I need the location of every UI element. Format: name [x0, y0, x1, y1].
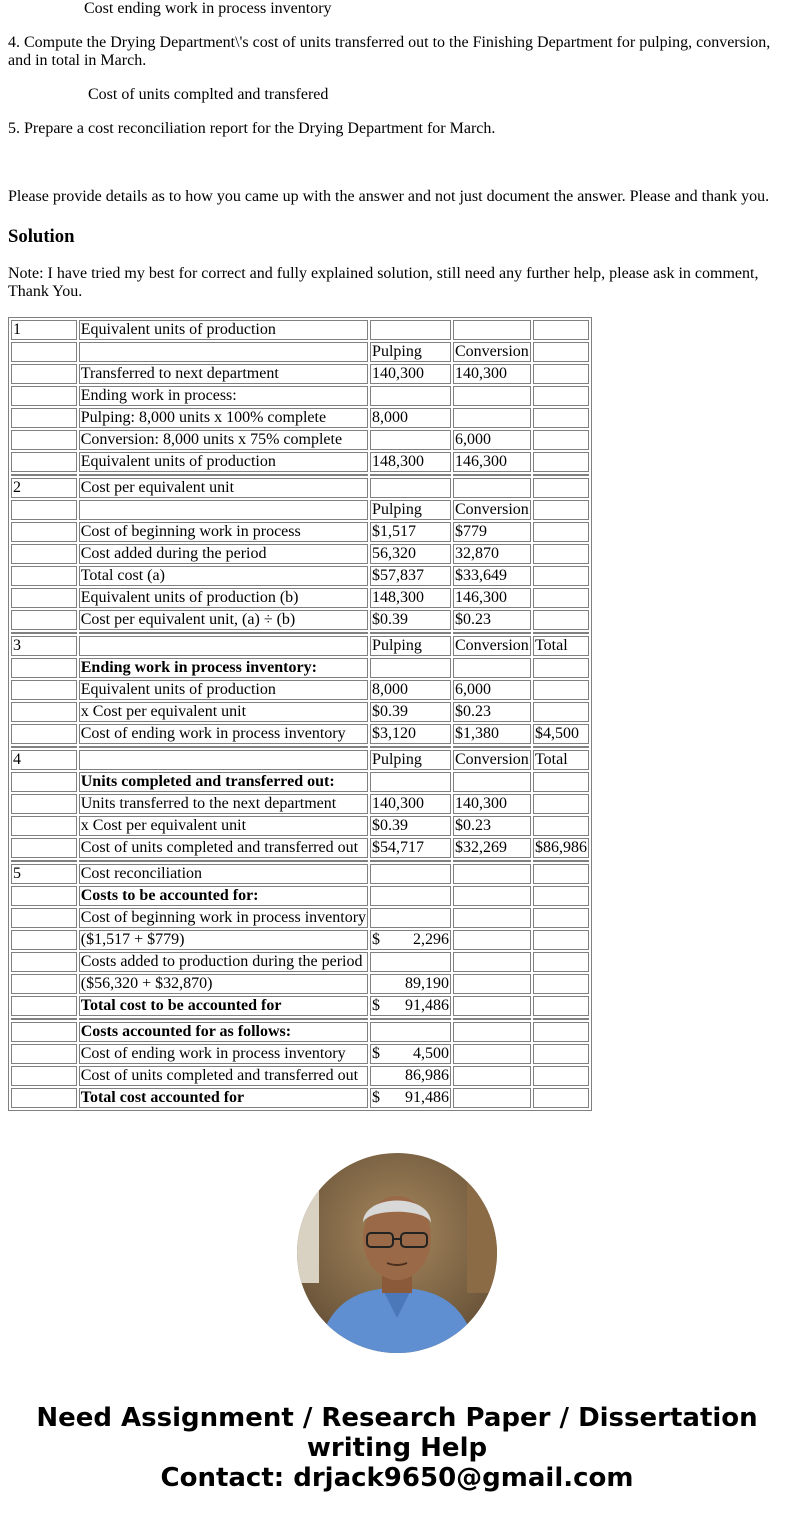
cell-value: 140,300 — [370, 794, 451, 814]
table-row — [11, 816, 589, 836]
cell-value: 146,300 — [453, 452, 531, 472]
table-row — [11, 864, 589, 884]
row-label: Pulping: 8,000 units x 100% complete — [79, 408, 368, 428]
table-row — [11, 1044, 589, 1064]
subsection-title: Costs to be accounted for: — [79, 886, 368, 906]
cell-value: 8,000 — [370, 680, 451, 700]
table-row — [11, 478, 589, 498]
solution-heading: Solution — [8, 226, 75, 247]
currency-symbol: $ — [372, 931, 381, 948]
cell-value: $57,837 — [370, 566, 451, 586]
cell-value — [370, 996, 451, 1016]
column-header-conversion: Conversion — [453, 636, 531, 656]
cell-value: $0.39 — [370, 702, 451, 722]
row-label: Total cost accounted for — [79, 1088, 368, 1108]
table-row — [11, 500, 589, 520]
column-header-pulping: Pulping — [370, 500, 451, 520]
row-label: Cost of units completed and transferred out — [79, 1066, 368, 1086]
cell-value: 146,300 — [453, 588, 531, 608]
cell-value: 8,000 — [370, 408, 451, 428]
column-header-total: Total — [533, 636, 589, 656]
cell-value: 89,190 — [370, 974, 451, 994]
subsection-title: Costs accounted for as follows: — [79, 1022, 368, 1042]
table-row — [11, 794, 589, 814]
table-row — [11, 772, 589, 792]
column-header-conversion: Conversion — [453, 750, 531, 770]
cell-value: $54,717 — [370, 838, 451, 858]
person-photo-icon — [297, 1153, 497, 1353]
row-label: Conversion: 8,000 units x 75% complete — [79, 430, 368, 450]
section-number: 5 — [11, 864, 77, 884]
table-row — [11, 952, 589, 972]
table-row — [11, 320, 589, 340]
cell-value — [370, 1044, 451, 1064]
section-title: Cost reconciliation — [79, 864, 368, 884]
table-row — [11, 658, 589, 678]
row-label: Cost per equivalent unit, (a) ÷ (b) — [79, 610, 368, 630]
table-row — [11, 838, 589, 858]
row-label: Ending work in process: — [79, 386, 368, 406]
row-label: Equivalent units of production — [79, 452, 368, 472]
row-label: Cost of ending work in process inventory — [79, 1044, 368, 1064]
row-label: Cost added during the period — [79, 544, 368, 564]
table-row — [11, 680, 589, 700]
question-4: 4. Compute the Drying Department\'s cost of units transferred out to the Finishing Department for pulping, conversion, and in total in March. — [8, 34, 771, 69]
cell-value: $4,500 — [533, 724, 589, 744]
cell-value: 140,300 — [453, 364, 531, 384]
table-row — [11, 908, 589, 928]
table-row — [11, 702, 589, 722]
cell-value: $1,380 — [453, 724, 531, 744]
table-row — [11, 996, 589, 1016]
column-header-conversion: Conversion — [453, 500, 531, 520]
column-header-pulping: Pulping — [370, 636, 451, 656]
table-row — [11, 1022, 589, 1042]
section-title: Equivalent units of production — [79, 320, 368, 340]
row-label: Cost of units completed and transferred out — [79, 838, 368, 858]
cell-value: $0.23 — [453, 610, 531, 630]
table-row — [11, 408, 589, 428]
section-number: 2 — [11, 478, 77, 498]
cell-value: $779 — [453, 522, 531, 542]
cell-value: 140,300 — [453, 794, 531, 814]
currency-symbol: $ — [372, 1089, 381, 1106]
table-row — [11, 566, 589, 586]
question-5: 5. Prepare a cost reconciliation report for the Drying Department for March. — [8, 120, 496, 137]
table-row — [11, 930, 589, 950]
table-row — [11, 588, 589, 608]
table-row — [11, 610, 589, 630]
table-row — [11, 544, 589, 564]
row-label: Cost of beginning work in process inventory — [80, 909, 367, 926]
cell-value — [370, 1088, 451, 1108]
cell-value: $0.39 — [370, 610, 451, 630]
promo-contact: Contact: drjack9650@gmail.com — [160, 1463, 634, 1493]
cell-value: $0.39 — [370, 816, 451, 836]
row-label: ($56,320 + $32,870) — [79, 974, 368, 994]
cell-value: 56,320 — [370, 544, 451, 564]
cell-value: $1,517 — [370, 522, 451, 542]
column-header-conversion: Conversion — [453, 342, 531, 362]
request-text: Please provide details as to how you came up with the answer and not just document the answer. Please and thank you. — [8, 188, 770, 205]
promo-banner — [0, 1403, 794, 1493]
table-row — [11, 386, 589, 406]
table-row — [11, 636, 589, 656]
table-row — [11, 886, 589, 906]
cell-value: 32,870 — [453, 544, 531, 564]
cell-value: 6,000 — [453, 430, 531, 450]
table-row — [11, 724, 589, 744]
section-number: 4 — [11, 750, 77, 770]
question-line-ending-wip: Cost ending work in process inventory — [84, 0, 332, 17]
section-title: Cost per equivalent unit — [79, 478, 368, 498]
row-label: Total cost to be accounted for — [79, 996, 368, 1016]
table-row — [11, 1088, 589, 1108]
row-label: Cost of ending work in process inventory — [79, 724, 368, 744]
table-row — [11, 522, 589, 542]
table-row — [11, 1066, 589, 1086]
table-row — [11, 342, 589, 362]
table-row — [11, 430, 589, 450]
cell-value: $32,269 — [453, 838, 531, 858]
question-4-answer-label: Cost of units complted and transfered — [88, 86, 329, 103]
cell-value: $0.23 — [453, 702, 531, 722]
cell-value: 148,300 — [370, 588, 451, 608]
promo-line: Need Assignment / Research Paper / Dissertation — [36, 1403, 758, 1433]
row-label: Equivalent units of production (b) — [79, 588, 368, 608]
row-label: Units transferred to the next department — [79, 794, 368, 814]
table-row — [11, 452, 589, 472]
solution-note: Note: I have tried my best for correct and fully explained solution, still need any further help, please ask in comment, Thank You. — [8, 265, 759, 300]
row-label: Costs added to production during the period — [79, 952, 368, 972]
cell-value: $33,649 — [453, 566, 531, 586]
solution-table — [8, 317, 592, 1111]
row-label: Total cost (a) — [79, 566, 368, 586]
amount: 91,486 — [405, 997, 449, 1014]
row-label: Equivalent units of production — [79, 680, 368, 700]
currency-symbol: $ — [372, 997, 381, 1014]
row-label: x Cost per equivalent unit — [79, 816, 368, 836]
table-row — [11, 750, 589, 770]
table-row — [11, 974, 589, 994]
amount: 4,500 — [413, 1045, 449, 1062]
amount: 91,486 — [405, 1089, 449, 1106]
cell-value: 6,000 — [453, 680, 531, 700]
section-number: 1 — [11, 320, 77, 340]
currency-symbol: $ — [372, 1045, 381, 1062]
avatar — [297, 1153, 497, 1353]
cell-value: 86,986 — [370, 1066, 451, 1086]
row-label: Cost of beginning work in process — [79, 522, 368, 542]
cell-value: $86,986 — [533, 838, 589, 858]
cell-value — [370, 930, 451, 950]
amount: 2,296 — [413, 931, 449, 948]
promo-line: writing Help — [306, 1433, 488, 1463]
cell-value: $0.23 — [453, 816, 531, 836]
row-label: x Cost per equivalent unit — [79, 702, 368, 722]
column-header-pulping: Pulping — [370, 342, 451, 362]
row-label: Transferred to next department — [79, 364, 368, 384]
cell-value: 148,300 — [370, 452, 451, 472]
row-label: ($1,517 + $779) — [79, 930, 368, 950]
cell-value: 140,300 — [370, 364, 451, 384]
section-number: 3 — [11, 636, 77, 656]
cell-value: $3,120 — [370, 724, 451, 744]
column-header-total: Total — [533, 750, 589, 770]
table-row — [11, 364, 589, 384]
column-header-pulping: Pulping — [370, 750, 451, 770]
section-title: Units completed and transferred out: — [79, 772, 368, 792]
section-title: Ending work in process inventory: — [79, 658, 368, 678]
